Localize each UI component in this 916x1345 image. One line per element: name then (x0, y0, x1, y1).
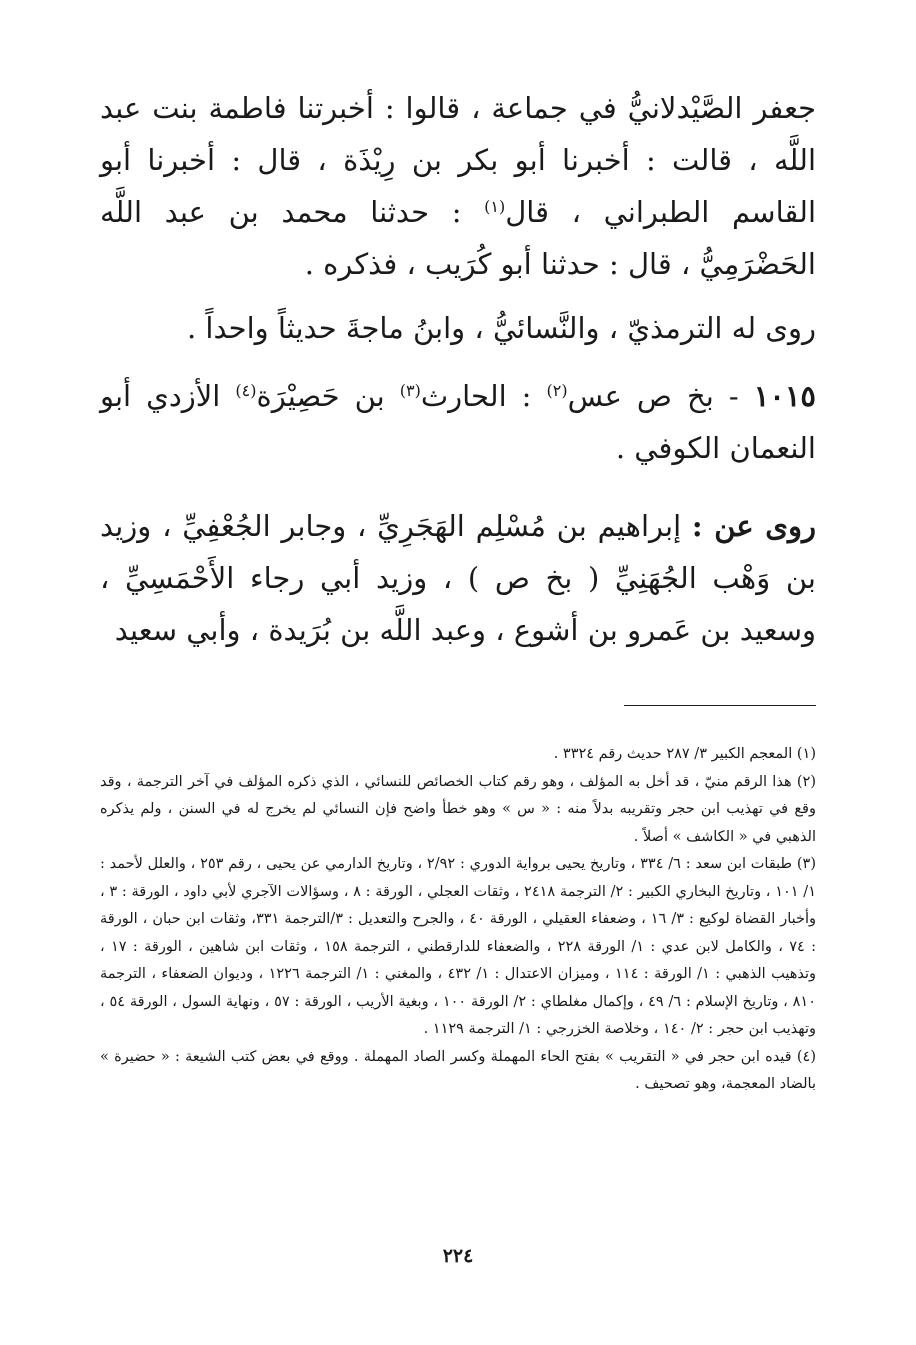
entry-name-part: الأزدي أبو النعمان الكوفي . (100, 379, 816, 465)
footnote-separator (624, 705, 816, 706)
page-number: ٢٢٤ (442, 1245, 474, 1267)
main-text (100, 82, 816, 656)
paragraph-isnad (100, 82, 816, 290)
entry-name-part: : الحارث (420, 379, 547, 413)
footnote-1: (١) المعجم الكبير ٣/ ٢٨٧ حديث رقم ٣٣٢٤ . (553, 746, 816, 762)
paragraph-narrated-by: روى له الترمذيّ ، والنَّسائيُّ ، وابنُ ماجةَ حديثاً واحداً . (186, 311, 816, 345)
footnote-4: (٤) قيده ابن حجر في « التقريب » بفتح الحاء المهملة وكسر الصاد المهملة . ووقع في بعض كتب الشيعة : « حضيرة » بالضاد المعجمة، وهو تصحيف . (100, 1048, 816, 1092)
entry-name-part: بن حَصِيْرَة (256, 379, 400, 413)
isnad-text-rest: : حدثنا محمد بن عبد اللَّه الحَضْرَمِيُّ ، قال : حدثنا أبو كُرَيب ، فذكره . (100, 195, 816, 281)
narrated-from-text: إبراهيم بن مُسْلِم الهَجَرِيِّ ، وجابر الجُعْفِيِّ ، وزيد بن وَهْب الجُهَنِيِّ ( بخ ص ) ، وزيد أبي رجاء الأَحْمَسِيِّ ، وسعيد بن عَمرو بن أشوع ، وعبد اللَّه بن بُرَيدة ، وأبي سعيد (100, 509, 816, 647)
footnote-ref-2[interactable]: (٢) (546, 381, 568, 400)
footnote-3: (٣) طبقات ابن سعد : ٦/ ٣٣٤ ، وتاريخ يحيى برواية الدوري : ٢/٩٢ ، وتاريخ الدارمي عن يحيى ، رقم ٢٥٣ ، والعلل لأحمد : ١/ ١٠١ ، وتاريخ البخاري الكبير : ٢/ الترجمة ٢٤١٨ ، وثقات العجلي ، الورقة : ٨ ، وسؤالات الآجري لأبي داود ، الورقة : ٣ ، وأخبار القضاة لوكيع : ٣/ ١٦ ، وضعفاء العقيلي ، الورقة ٤٠ ، والجرح والتعديل : ٣/الترجمة ٣٣١، وثقات ابن حبان ، الورقة : ٧٤ ، والكامل لابن عدي : ١/ الورقة ٢٢٨ ، والضعفاء للدارقطني ، الترجمة ١٥٨ ، وثقات ابن شاهين ، الورقة : ١٧ ، وتذهيب الذهبي : ١/ الورقة : ١١٤ ، وميزان الاعتدال : ١/ ٤٣٢ ، والمغني : ١/ الترجمة ١٢٢٦ ، وديوان الضعفاء ، الترجمة ٨١٠ ، وتاريخ الإسلام : ٦/ ٤٩ ، وإكمال مغلطاي : ٢/ الورقة ١٠٠ ، وبغية الأريب ، الورقة : ٥٧ ، ونهاية السول ، الورقة ٥٤ ، وتهذيب ابن حجر : ٢/ ١٤٠ ، وخلاصة الخزرجي : ١/ الترجمة ١١٢٩ . (100, 856, 817, 1037)
footnotes (100, 741, 816, 1099)
footnote-ref-3[interactable]: (٣) (399, 381, 421, 400)
paragraph-entry-heading (100, 370, 816, 474)
narrated-from-lead: روى عن : (691, 509, 816, 543)
isnad-text: جعفر الصَّيْدلانيُّ في جماعة ، قالوا : أخبرتنا فاطمة بنت عبد اللَّه ، قالت : أخبرنا أبو بكر بن رِيْذَة ، قال : أخبرنا أبو القاسم الطبراني ، قال (100, 91, 816, 229)
footnote-2: (٢) هذا الرقم منيّ ، قد أخل به المؤلف ، وهو رقم كتاب الخصائص للنسائي ، الذي ذكره المؤلف في آخر الترجمة ، وقد وقع في تهذيب ابن حجر وتقريبه بدلاً منه : « س » وهو خطأ واضح فإن النسائي لم يخرج له في السنن ، ولم يذكره الذهبي في « الكاشف » أصلاً . (100, 773, 816, 845)
paragraph-narrated-from (100, 500, 816, 656)
footnote-ref-1[interactable]: (١) (484, 197, 506, 216)
entry-number: ١٠١٥ (753, 379, 817, 413)
entry-codes: - بخ ص عس (567, 379, 754, 413)
footnote-ref-4[interactable]: (٤) (235, 381, 257, 400)
